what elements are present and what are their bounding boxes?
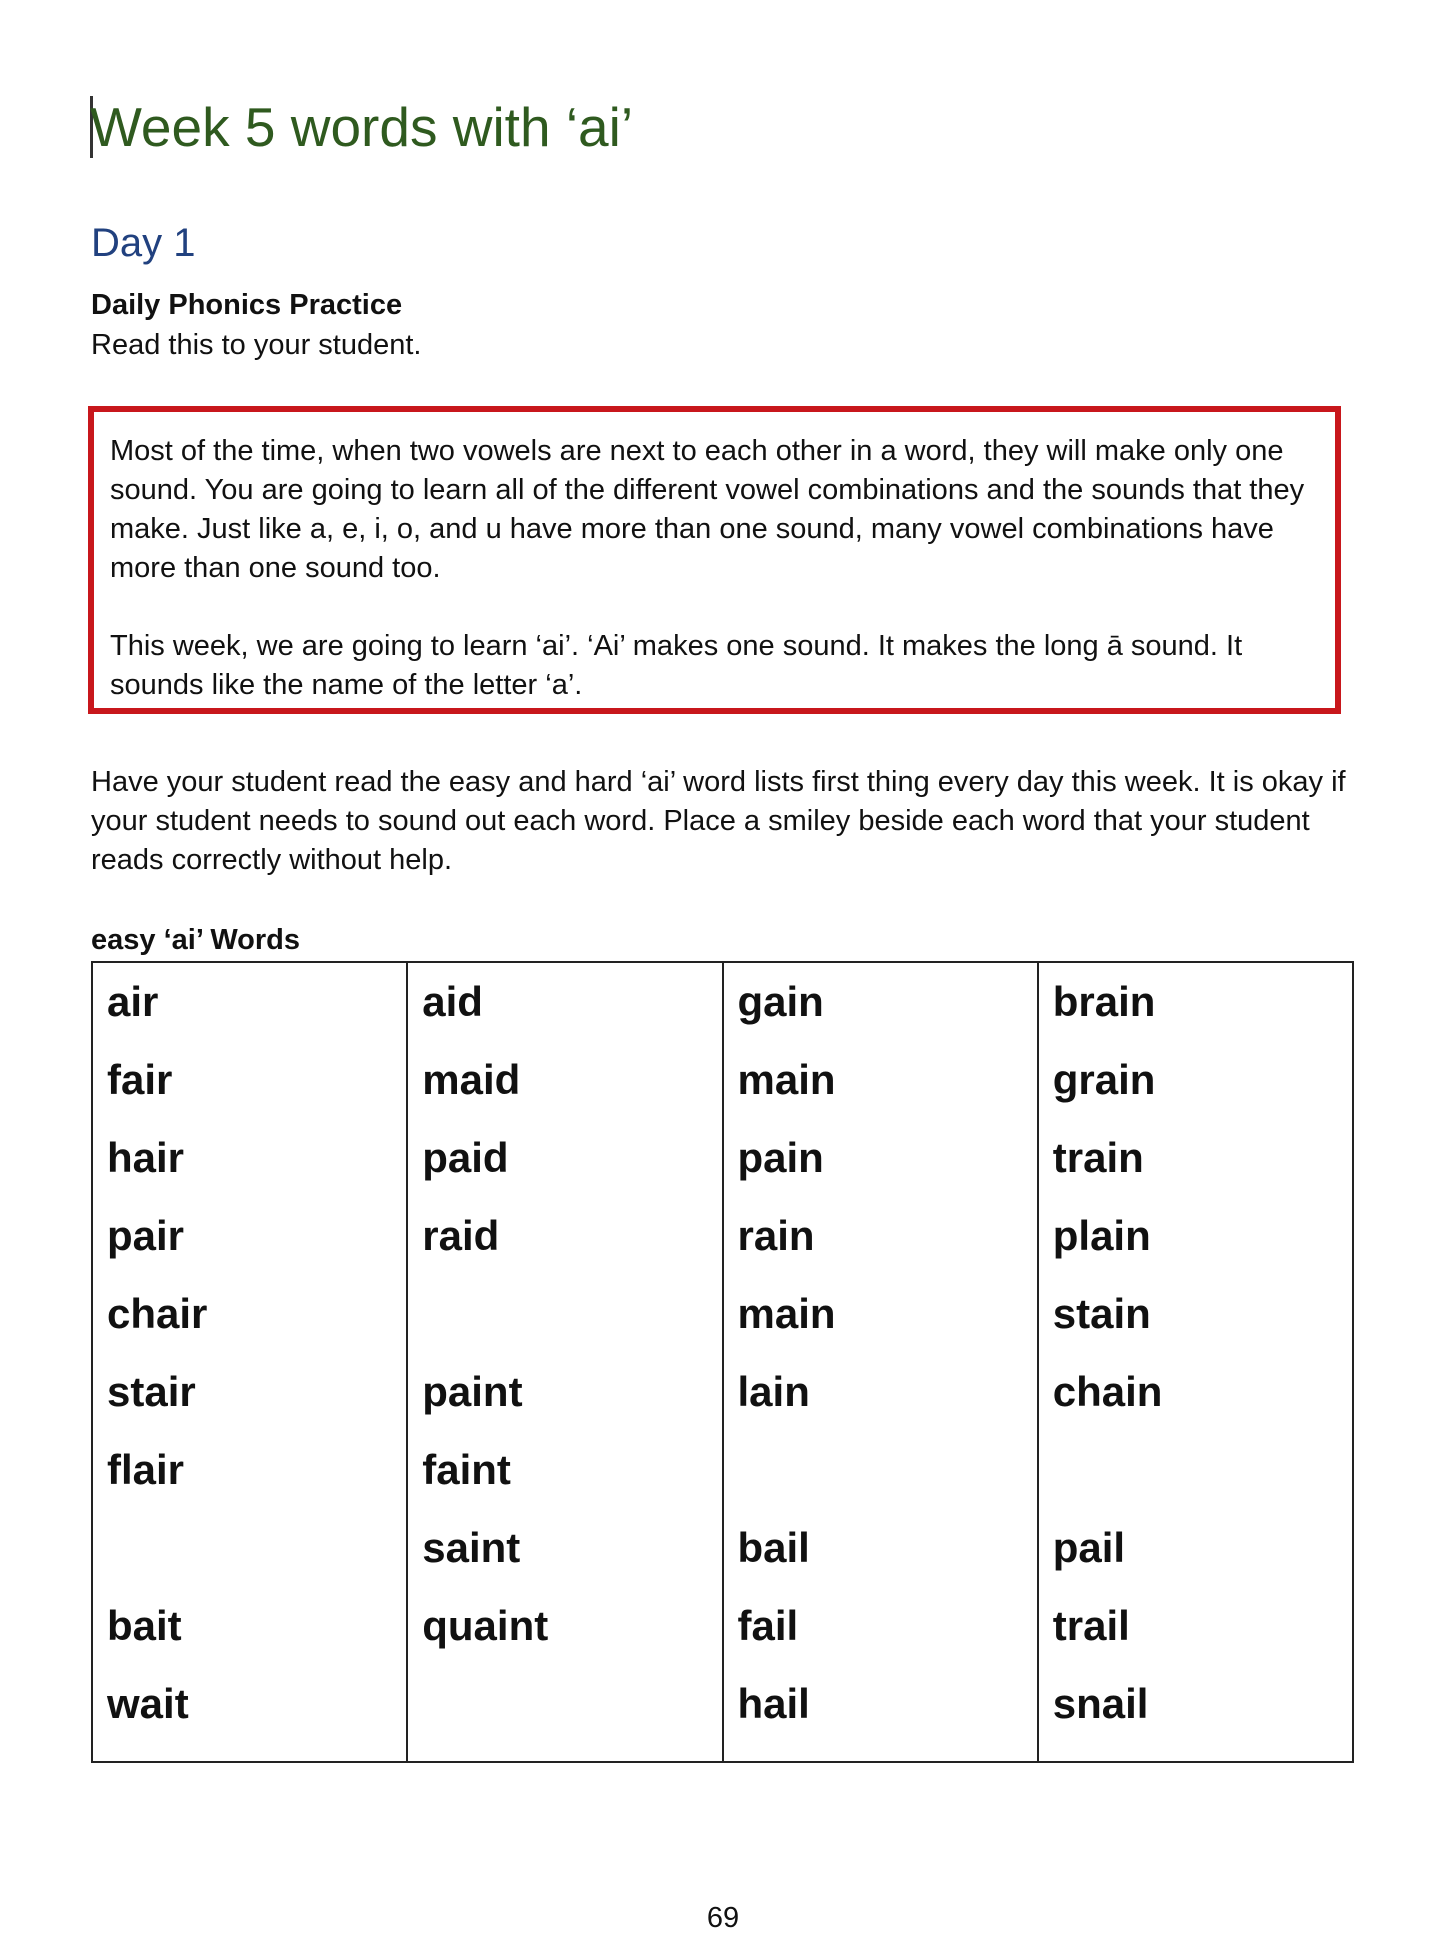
word-item: saint [422, 1524, 521, 1571]
word-item: quaint [422, 1602, 549, 1649]
word-item: faint [422, 1446, 511, 1493]
word-column-3 [723, 962, 1038, 1762]
word-item: chain [1052, 1368, 1163, 1415]
word-item: main [737, 1290, 836, 1337]
word-item: fair [107, 1056, 173, 1103]
word-item: snail [1052, 1680, 1149, 1727]
word-item: paid [422, 1134, 509, 1181]
word-list-caption: easy ‘ai’ Words [91, 924, 301, 956]
word-item: rain [737, 1212, 815, 1259]
practice-instruction: Read this to your student. [91, 329, 422, 361]
word-item: air [107, 978, 159, 1025]
word-item: fail [737, 1602, 799, 1649]
word-item [1053, 1449, 1338, 1527]
word-item: plain [1052, 1212, 1151, 1259]
page-title: Week 5 words with ‘ai’ [90, 96, 634, 158]
word-item: gain [737, 978, 824, 1025]
word-item: trail [1052, 1602, 1130, 1649]
word-item: pail [1052, 1524, 1126, 1571]
word-item: chair [107, 1290, 208, 1337]
student-instructions: Have your student read the easy and hard ‘ai’ word lists first thing every day this week. It is okay if your student needs to sound out each word. Place a smiley beside each word that your student reads correctly without help. [91, 766, 1346, 876]
word-item: flair [107, 1446, 185, 1493]
read-aloud-paragraph: This week, we are going to learn ‘ai’. ‘Ai’ makes one sound. It makes the long ā sound. It sounds like the name of the letter ‘a’. [110, 630, 1243, 701]
word-item [738, 1449, 1023, 1527]
read-aloud-box [88, 406, 1341, 714]
word-item: brain [1052, 978, 1156, 1025]
day-heading: Day 1 [91, 221, 196, 265]
word-item: main [737, 1056, 836, 1103]
word-item: maid [422, 1056, 521, 1103]
word-item: stair [107, 1368, 196, 1415]
read-aloud-paragraph: Most of the time, when two vowels are next to each other in a word, they will make only one sound. You are going to learn all of the different vowel combinations and the sounds that they make. Just like a, e, i, o, and u have more than one sound, many vowel combinations have more than one sound too. [110, 435, 1305, 584]
word-item: train [1052, 1134, 1144, 1181]
word-item: hail [737, 1680, 810, 1727]
word-item: bait [107, 1602, 182, 1649]
word-item [107, 1527, 392, 1605]
word-item: aid [422, 978, 483, 1025]
word-item [422, 1293, 707, 1371]
word-item: bail [737, 1524, 810, 1571]
practice-title: Daily Phonics Practice [91, 289, 403, 321]
word-column-1 [92, 962, 407, 1762]
word-item: hair [107, 1134, 185, 1181]
word-column-2 [407, 962, 722, 1762]
word-column-4 [1038, 962, 1353, 1762]
word-item: wait [107, 1680, 189, 1727]
word-item: raid [422, 1212, 500, 1259]
word-item [422, 1683, 707, 1761]
word-item: lain [737, 1368, 810, 1415]
easy-ai-word-table [91, 961, 1354, 1763]
table-row [92, 962, 1353, 1762]
word-item: grain [1052, 1056, 1156, 1103]
word-item: pain [737, 1134, 824, 1181]
word-item: paint [422, 1368, 523, 1415]
word-item: stain [1052, 1290, 1151, 1337]
word-item: pair [107, 1212, 185, 1259]
page-number: 69 [706, 1902, 740, 1934]
